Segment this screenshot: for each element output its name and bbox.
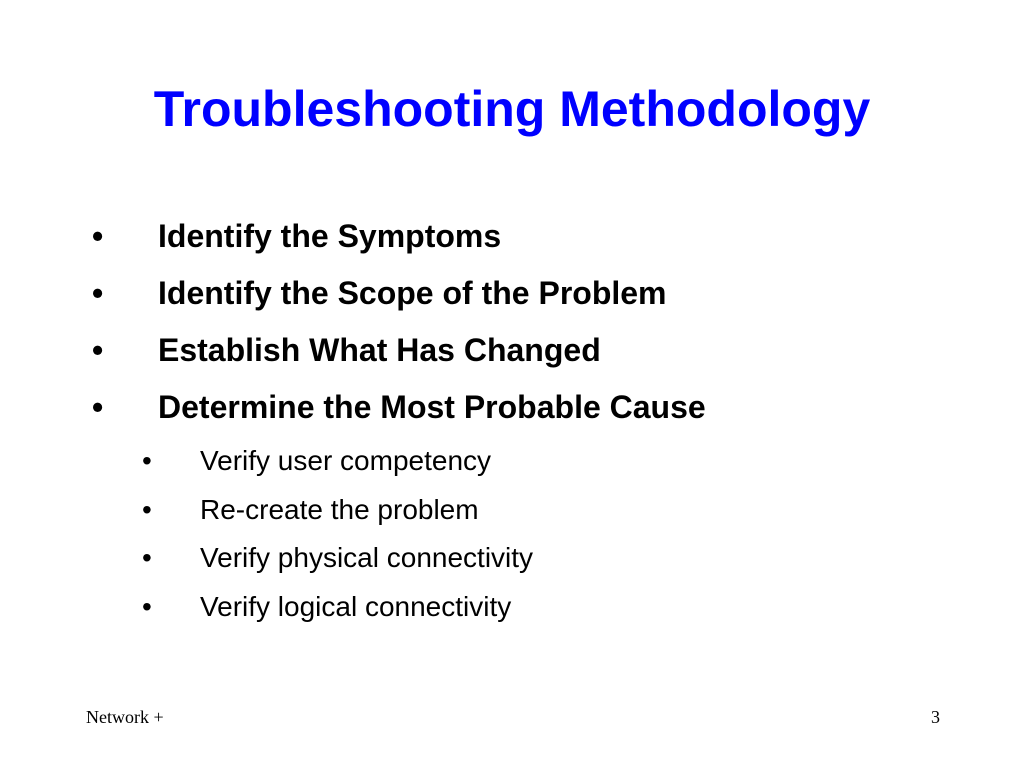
bullet-icon: • bbox=[92, 389, 104, 425]
bullet-text: Identify the Symptoms bbox=[158, 218, 502, 254]
page-number: 3 bbox=[931, 707, 940, 727]
sub-bullet-text: Verify logical connectivity bbox=[200, 591, 512, 622]
sub-bullet-item bbox=[142, 589, 512, 625]
bullet-item bbox=[92, 330, 601, 370]
sub-bullet-item bbox=[142, 443, 492, 479]
bullet-icon: • bbox=[142, 591, 152, 622]
sub-bullet-text: Verify physical connectivity bbox=[200, 542, 534, 573]
bullet-icon: • bbox=[92, 218, 104, 254]
sub-bullet-text: Re-create the problem bbox=[200, 494, 479, 525]
bullet-text: Identify the Scope of the Problem bbox=[158, 275, 667, 311]
bullet-text: Determine the Most Probable Cause bbox=[158, 389, 706, 425]
footer-text: Network + bbox=[86, 707, 164, 727]
sub-bullet-text: Verify user competency bbox=[200, 445, 492, 476]
bullet-icon: • bbox=[92, 275, 104, 311]
bullet-icon: • bbox=[142, 494, 152, 525]
bullet-text: Establish What Has Changed bbox=[158, 332, 601, 368]
sub-bullet-item bbox=[142, 540, 534, 576]
bullet-item bbox=[92, 387, 706, 427]
bullet-item bbox=[92, 273, 667, 313]
sub-bullet-item bbox=[142, 492, 479, 528]
slide-title: Troubleshooting Methodology bbox=[153, 81, 871, 137]
bullet-item bbox=[92, 216, 502, 256]
bullet-icon: • bbox=[142, 445, 152, 476]
bullet-icon: • bbox=[142, 542, 152, 573]
bullet-icon: • bbox=[92, 332, 104, 368]
